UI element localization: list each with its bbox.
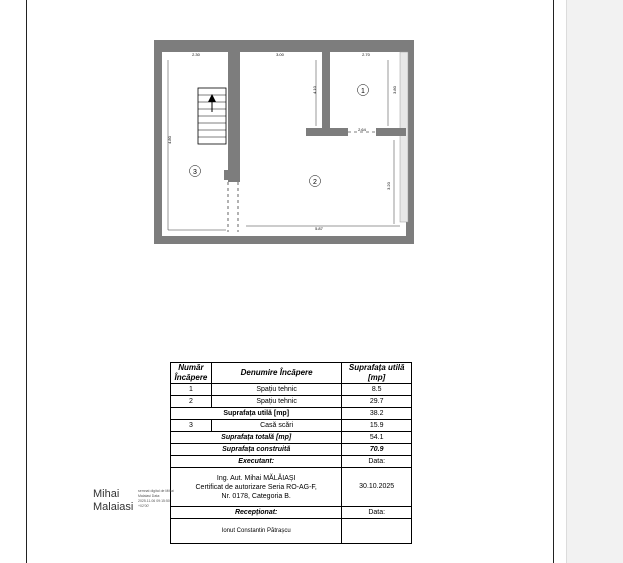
col-header-area: Suprafața utilă [mp]	[342, 363, 412, 384]
dim-top-left: 2.30	[192, 52, 200, 57]
receptionat-row: Ionut Constantin Pătrașcu	[171, 519, 412, 544]
room-label-3: 3	[193, 169, 197, 176]
table-row: 3 Casă scări 15.9	[171, 420, 412, 432]
dim-bottom: 5.87	[315, 226, 323, 231]
dim-top-right: 2.70	[362, 52, 370, 57]
executant-row: Ing. Aut. Mihai MĂLĂIAȘI Certificat de autorizare Seria RO-AG-F, Nr. 0178, Categoria B. 30.10.2025	[171, 468, 412, 507]
receptionat-header-row: Recepționat: Data:	[171, 507, 412, 519]
table-row: 1 Spațiu tehnic 8.5	[171, 384, 412, 396]
dim-left-v: 4.80	[167, 136, 172, 144]
viewer-side-panel	[566, 0, 623, 563]
total-row: Suprafața totală [mp] 54.1	[171, 432, 412, 444]
col-header-num: Număr Încăpere	[171, 363, 212, 384]
digital-signature-name: Mihai Malaiasi	[93, 488, 134, 513]
dim-right-v1: 3.80	[392, 86, 397, 94]
room-label-1: 1	[361, 88, 365, 95]
table-row: 2 Spațiu tehnic 29.7	[171, 396, 412, 408]
subtotal-row: Suprafața utilă [mp] 38.2	[171, 408, 412, 420]
rooms-table	[170, 362, 412, 544]
room-label-2: 2	[313, 179, 317, 186]
dim-top-mid: 3.00	[276, 52, 284, 57]
digital-signature-details: semnat digital de Mihai Malaiasi Data: 2025.11.06 09:15:50 +02'00'	[138, 489, 174, 508]
dim-mid-v1: 4.10	[312, 86, 317, 94]
dim-right-v2: 3.20	[386, 182, 391, 190]
col-header-name: Denumire Încăpere	[211, 363, 342, 384]
dim-mid-h: 2.64	[358, 127, 366, 132]
built-row: Suprafața construită 70.9	[171, 444, 412, 456]
executant-header-row: Executant: Data:	[171, 456, 412, 468]
floor-plan	[154, 40, 414, 244]
